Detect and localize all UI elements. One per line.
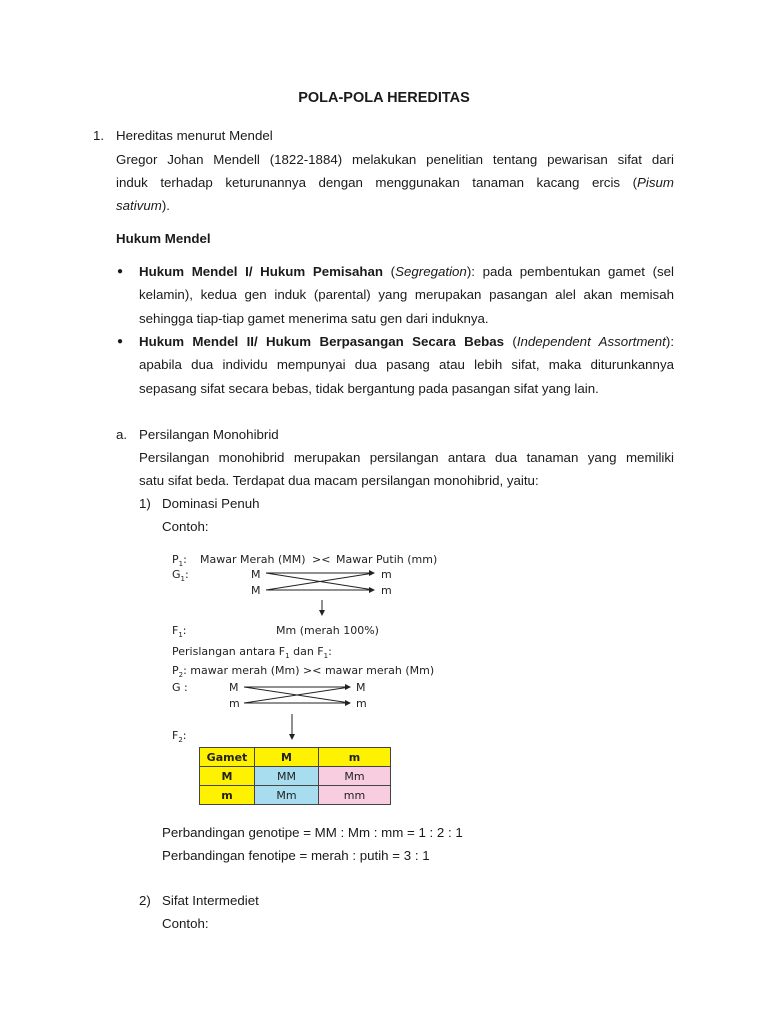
g1-gamete: M [251,568,261,581]
bullet-line: sepasang sifat secara bebas, tidak bergantung pada pasangan sifat yang lain. [139,381,599,396]
g1-gamete: M [251,584,261,597]
table-cell: Mm [319,767,391,786]
bullet-line: apabila dua individu mempunyai dua pasang atau lebih sifat, maka diturunkannya [139,357,674,372]
p1-parent-right: Mawar Putih (mm) [336,553,438,566]
section-heading: Hereditas menurut Mendel [116,128,273,143]
table-row [200,786,391,805]
genotype-ratio: Perbandingan genotipe = MM : Mm : mm = 1 : 2 : 1 [162,825,463,840]
paragraph-line: sativum). [116,198,170,213]
paragraph-line: induk terhadap keturunannya dengan menggunakan tanaman kacang ercis (Pisum [116,175,674,190]
g-gamete: m [356,697,367,710]
subsection-label: a. [116,427,128,442]
page-title: POLA-POLA HEREDITAS [298,90,470,106]
g1-gamete: m [381,584,392,597]
p1-parent-left: Mawar Merah (MM) [200,553,306,566]
p1-label: $P_1$: [172,553,187,568]
example-label: Contoh: [162,519,209,534]
table-cell: MM [255,767,319,786]
punnett-square-table [199,747,391,805]
g1-gamete: m [381,568,392,581]
example-label: Contoh: [162,916,209,931]
section-number: 1. [93,128,105,143]
paragraph-line: Persilangan monohibrid merupakan persilangan antara dua tanaman yang memiliki [139,450,674,465]
table-header-cell: M [255,748,319,767]
g-gamete: M [356,681,366,694]
bullet-line: kelamin), kedua gen induk (parental) yang merupakan pasangan alel akan memisah [139,287,674,302]
cross-description: Perislangan antara $F_1$ dan $F_1$: [172,645,332,660]
subsection-heading: Persilangan Monohibrid [139,427,279,442]
table-header-cell: Gamet [200,748,255,767]
paragraph-line: Gregor Johan Mendell (1822-1884) melakukan penelitian tentang pewarisan sifat dari [116,152,674,167]
bullet-line: Hukum Mendel I/ Hukum Pemisahan (Segregation): pada pembentukan gamet (sel [139,264,674,279]
bullet-icon: ● [117,336,124,347]
subheading-hukum-mendel: Hukum Mendel [116,231,211,246]
paragraph-line: satu sifat beda. Terdapat dua macam persilangan monohibrid, yaitu: [139,473,539,488]
list-number: 2) [139,893,151,908]
cross-symbol: >< [312,553,331,566]
list-heading: Sifat Intermediet [162,893,259,908]
phenotype-ratio: Perbandingan fenotipe = merah : putih = 3 : 1 [162,848,430,863]
table-row-header: m [200,786,255,805]
table-row-header: M [200,767,255,786]
bullet-line: Hukum Mendel II/ Hukum Berpasangan Secara Bebas (Independent Assortment): [139,334,675,349]
bullet-icon: ● [117,266,124,277]
g-label: G : [172,681,188,694]
p2-row: $P_2$: mawar merah (Mm) >< mawar merah (Mm) [172,664,435,679]
f1-result: Mm (merah 100%) [276,624,379,637]
f2-label: $F_2$: [172,729,187,744]
table-header-cell: m [319,748,391,767]
g-gamete: M [229,681,239,694]
table-row [200,767,391,786]
list-heading: Dominasi Penuh [162,496,260,511]
table-cell: mm [319,786,391,805]
list-number: 1) [139,496,151,511]
g1-label: $G_1$: [172,568,189,583]
f1-label: $F_1$: [172,624,187,639]
g-gamete: m [229,697,240,710]
bullet-line: sehingga tiap-tiap gamet menerima satu gen dari induknya. [139,311,489,326]
table-header-row [200,748,391,767]
table-cell: Mm [255,786,319,805]
